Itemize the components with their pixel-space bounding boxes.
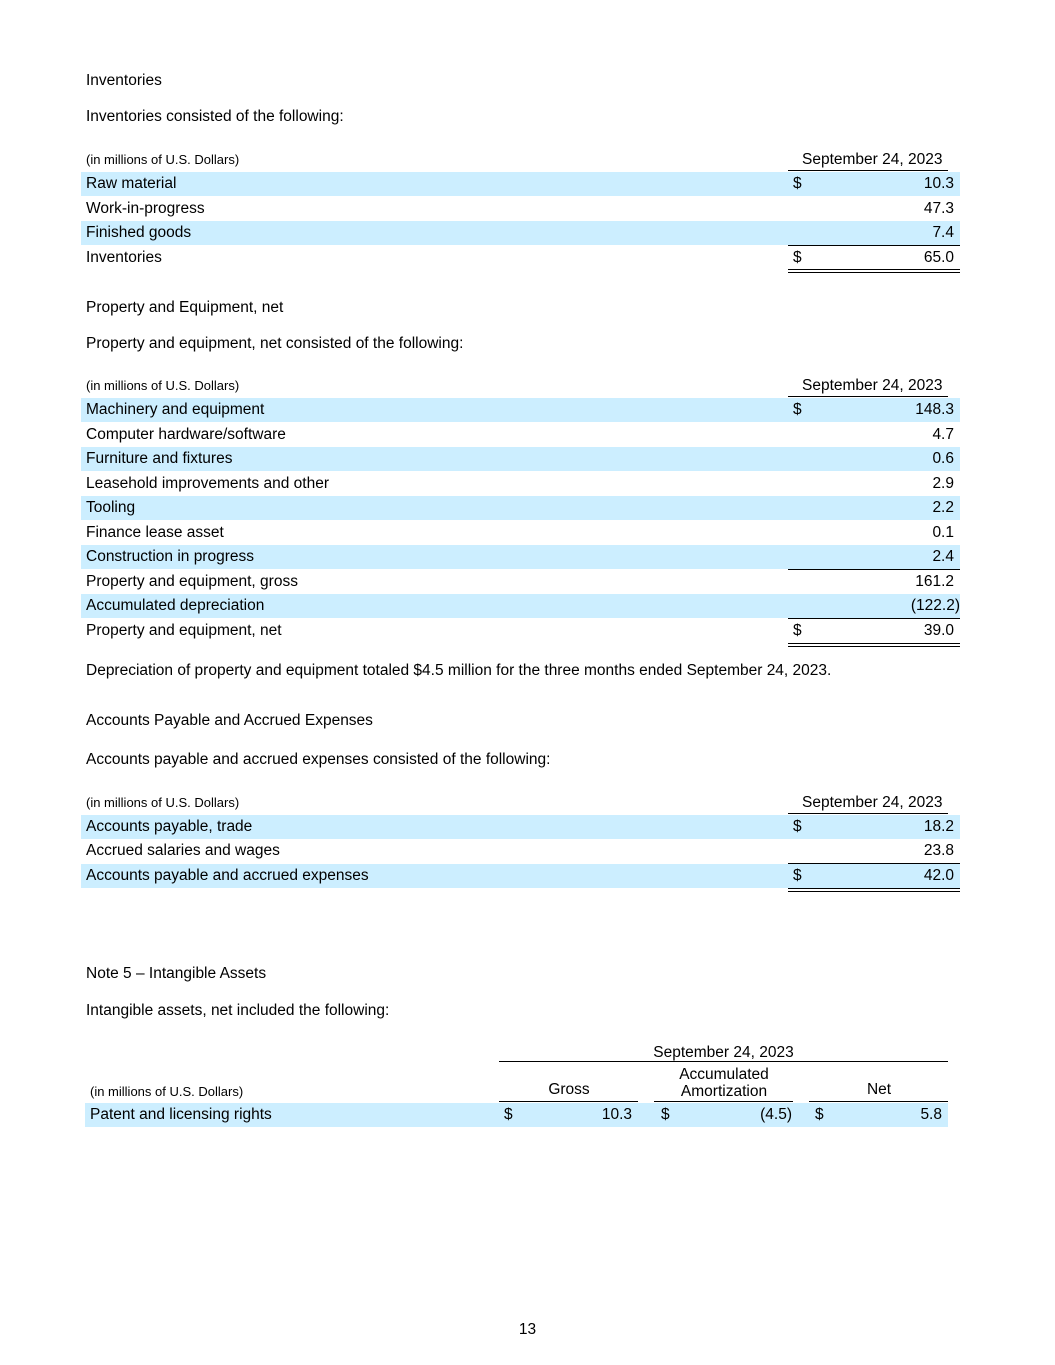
ap-intro: Accounts payable and accrued expenses consisted of the following: <box>86 751 551 768</box>
inventories-unit-note: (in millions of U.S. Dollars) <box>86 152 240 167</box>
ppe-unit-note: (in millions of U.S. Dollars) <box>86 378 240 393</box>
ppe-heading: Property and Equipment, net <box>86 299 284 316</box>
table-row-total: Inventories $ 65.0 <box>86 249 954 266</box>
inventories-heading: Inventories <box>86 72 162 89</box>
table-row: Accrued salaries and wages 23.8 <box>86 842 954 859</box>
intangibles-unit-note: (in millions of U.S. Dollars) <box>90 1084 244 1099</box>
table-row-total: Accounts payable and accrued expenses $ 42.0 <box>81 864 960 888</box>
table-row-total: Property and equipment, net $ 39.0 <box>86 622 954 639</box>
table-row: Raw material $ 10.3 <box>81 172 960 196</box>
table-row: Finance lease asset 0.1 <box>86 524 954 541</box>
ap-date-header: September 24, 2023 <box>802 794 943 811</box>
table-row: Leasehold improvements and other 2.9 <box>86 475 954 492</box>
intangibles-date-header: September 24, 2023 <box>653 1044 794 1061</box>
col-header-gross: Gross <box>548 1081 590 1098</box>
ppe-intro: Property and equipment, net consisted of the following: <box>86 335 464 352</box>
page-number: 13 <box>518 1321 537 1338</box>
table-row-subtotal: Property and equipment, gross 161.2 <box>86 573 954 590</box>
ap-heading: Accounts Payable and Accrued Expenses <box>86 712 373 729</box>
table-row: Computer hardware/software 4.7 <box>86 426 954 443</box>
table-row: Construction in progress 2.4 <box>81 545 960 569</box>
ppe-depreciation-note: Depreciation of property and equipment totaled $4.5 million for the three months ended September 24, 2023. <box>86 662 832 679</box>
inventories-intro: Inventories consisted of the following: <box>86 108 344 125</box>
table-row: Accumulated depreciation (122.2) <box>81 594 960 618</box>
col-header-net: Net <box>866 1081 892 1098</box>
col-header-accumulated: Accumulated Amortization <box>679 1066 769 1100</box>
intangibles-heading: Note 5 – Intangible Assets <box>86 965 267 982</box>
intangibles-intro: Intangible assets, net included the following: <box>86 1002 390 1019</box>
ap-unit-note: (in millions of U.S. Dollars) <box>86 795 240 810</box>
ppe-date-header: September 24, 2023 <box>802 377 943 394</box>
table-row: Machinery and equipment $ 148.3 <box>81 398 960 422</box>
table-row: Furniture and fixtures 0.6 <box>81 447 960 471</box>
table-row: Finished goods 7.4 <box>81 221 960 245</box>
table-row: Work-in-progress 47.3 <box>86 200 954 217</box>
table-row: Tooling 2.2 <box>81 496 960 520</box>
table-row: Accounts payable, trade $ 18.2 <box>81 815 960 839</box>
inventories-date-header: September 24, 2023 <box>802 151 943 168</box>
table-row: Patent and licensing rights $ 10.3 $ (4.5) $ 5.8 <box>85 1103 948 1127</box>
